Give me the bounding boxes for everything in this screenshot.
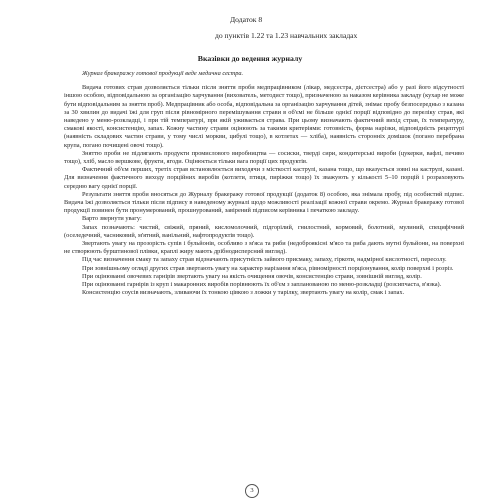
section-title: Вказівки до ведення журналу (197, 54, 303, 63)
paragraph: При зовнішньому огляді других страв звертають увагу на характер нарізання м'яса, рівномірності порціонування, колір поверхні і розріз. (82, 264, 454, 272)
paragraph: Фактичний об'єм перших, третіх страв встановлюється виходячи з місткості каструлі, казана тощо, що вказується зовні на каструлі, казані. Для визначення фактичного виходу порційних виробів (котлети, птиця, пиріжки тощо) їх зважують у кількості 5–10 порцій і розраховують середню вагу однієї порції. (64, 166, 464, 190)
paragraph: Зняттю проби не підлягають продукти промислового виробництва — сосиски, тверді сири, кондитерські вироби (цукерки, вафлі, печиво тощо), хліб, масло вершкове, фрукти, ягоди. Оцінюється тільки вага порції цих продуктів. (64, 149, 464, 166)
paragraph: Консистенцію соусів визначають, зливаючи їх тонкою цівкою з ложки у тарілку, звертають увагу на колір, смак і запах. (82, 289, 405, 297)
paragraph: Звертають увагу на прозорість супів і бульйонів, особливо з м'яса та риби (недоброякісні м'ясо та риба дають мутні бульйони, на поверхні не створюють бурштинової плівки, краплі жиру мають дрібнодисперсний вигляд). (64, 240, 464, 256)
paragraph: Видача готових страв дозволяється тільки після зняття проби медпрацівником (лікар, медсестра, дієтсестра) або у разі його відсутності іншою особою, відповідальною за організацію харчування (вихователь, методист тощо), призначеною за наказом керівника закладу (кухар не може бути відповідальним за зняття проб). Медпрацівник або особа, відповідальна за організацію харчування дітей, знімає пробу безпосередньо з казана за 30 хвилин до видачі їжі для груп після рівномірного перемішування страви в об'ємі не більше однієї порції відповідно до переліку страв, які наведено у меню-розкладці, і при тій температурі, при якій уживається страва. При цьому визначають фактичний вихід страв, їх температуру, смакові якості, консистенцію, запах. Кожну частину страви оцінюють за такими критеріями: готовність, форма нарізки, відповідність рецептурі (наявність складових частин страви, у тому числі моркви, цибулі тощо), в котлетах — хліба), наявність сторонніх домішок (погано перебрана крупа, погано почищені овочі тощо). (64, 84, 464, 149)
paragraph: Журнал бракеражу готової продукції веде медична сестра. (82, 70, 244, 77)
paragraph: Варто звернути увагу: (82, 215, 142, 223)
annex-subtitle: до пунктів 1.22 та 1.23 навчальних закладах (215, 31, 358, 40)
page-number: 3 (245, 484, 259, 498)
paragraph: При оцінюванні овочевих гарнірів звертають увагу на якість очищення овочів, консистенцію страви, зовнішній вигляд, колір. (82, 272, 422, 280)
document-body (64, 70, 464, 297)
annex-label: Додаток 8 (230, 15, 263, 24)
paragraph: Результати зняття проби вносяться до Журналу бракеражу готової продукції (додаток 8) особою, яка знімала пробу, під особистий підпис. Видача їжі дозволяється тільки після підпису в наведеному журналі щодо можливості реалізації кожної страви окремо. Журнал бракеражу готової продукції повинен бути пронумерований, прошнурований, завірений підписом керівника і печаткою закладу. (64, 190, 464, 215)
paragraph: Запах позначають: чистий, свіжий, пряний, кисломолочний, підгорілий, гнилостний, кормовий, болотний, мулиний, специфічний (оселедечний, часниковий, м'ятний, ванільний, нафтопродуктів тощо). (64, 223, 464, 239)
paragraph: При оцінюванні гарнірів із круп і макаронних виробів порівнюють їх об'єм з запланованою по меню-розкладці (розсипчаста, в'язка). (82, 281, 442, 289)
paragraph: Під час визначення смаку та запаху страв відзначають присутність зайвого присмаку, запаху, гіркоти, надмірної кислотності, пересолу. (82, 256, 447, 264)
